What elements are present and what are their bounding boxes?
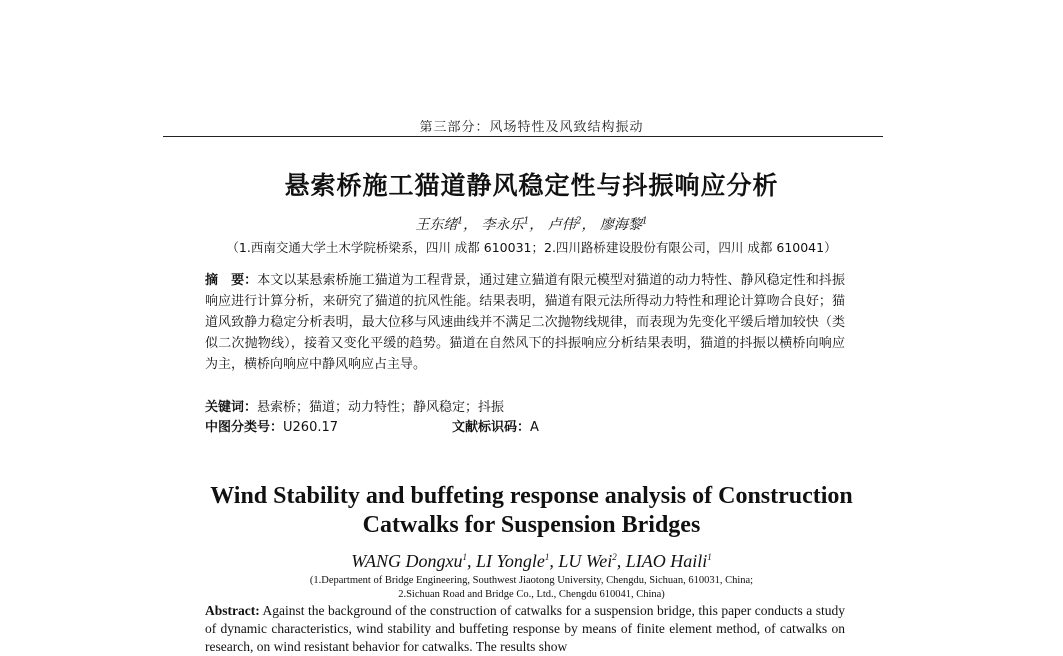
en-authors (0, 551, 1063, 572)
cn-affiliation: （1.西南交通大学土木学院桥梁系，四川 成都 610031；2.四川路桥建设股份有限公司，四川 成都 610041） (226, 240, 837, 255)
en-abstract-label: Abstract: (205, 603, 260, 618)
en-affiliation-line: 2.Sichuan Road and Bridge Co., Ltd., Chengdu 610041, China) (398, 589, 665, 600)
en-author-sup: 2 (612, 552, 617, 562)
cn-author-sup: 1 (641, 216, 648, 227)
cn-author-name: 李永乐 (481, 217, 524, 233)
en-author-sup: 1 (462, 552, 467, 562)
en-abstract (205, 602, 845, 656)
en-author-sep: , (467, 551, 476, 571)
cn-author-sup: 2 (575, 216, 582, 227)
cn-author-name: 卢伟 (547, 217, 576, 233)
cn-doc-code (452, 416, 539, 435)
en-author-sep: , (549, 551, 559, 571)
cn-doc-code-label: 文献标识码： (452, 420, 531, 435)
cn-author-sup: 1 (457, 216, 464, 227)
cn-abstract-text: 本文以某悬索桥施工猫道为工程背景，通过建立猫道有限元模型对猫道的动力特性、静风稳定性和抖振响应进行计算分析，来研究了猫道的抗风性能。结果表明，猫道有限元法所得动力特性和理论计算吻合良好；猫道风致静力稳定分析表明，最大位移与风速曲线并不满足二次抛物线规律，而表现为先变化平缓后增加较快（类似二次抛物线），接着又变化平缓的趋势。猫道在自然风下的抖振响应分析结果表明，猫道的抖振以横桥向响应为主，横桥向响应中静风响应占主导。 (205, 273, 845, 372)
cn-keywords-text: 悬索桥；猫道；动力特性；静风稳定；抖振 (257, 400, 505, 415)
cn-abstract (205, 270, 845, 375)
en-title (0, 482, 1063, 540)
cn-keywords (205, 396, 504, 415)
en-author-name: LU Wei (558, 551, 613, 571)
cn-clc (205, 416, 338, 435)
cn-author-sep: ， (581, 217, 596, 233)
en-abstract-text: Against the background of the construction of catwalks for a suspension bridge, this paper conducts a study of dynamic characteristics, wind stability and buffeting response by means of finite element method, of catwalks on research, on wind resistant behavior for catwalks. The results show (205, 603, 845, 654)
cn-doc-code-value: A (530, 420, 539, 435)
cn-title: 悬索桥施工猫道静风稳定性与抖振响应分析 (284, 171, 779, 200)
cn-clc-value: U260.17 (283, 420, 339, 435)
header-rule (163, 136, 883, 137)
cn-author-sup: 1 (523, 216, 530, 227)
en-author-sup: 1 (707, 552, 712, 562)
en-author-name: LIAO Haili (625, 551, 708, 571)
cn-author-sep: ， (529, 217, 544, 233)
section-header: 第三部分：风场特性及风致结构振动 (419, 120, 644, 135)
cn-author-name: 廖海黎 (599, 217, 642, 233)
en-author-sup: 1 (544, 552, 550, 562)
cn-authors (0, 214, 1063, 234)
cn-keywords-label: 关键词： (205, 400, 258, 415)
en-title-line: Wind Stability and buffeting response analysis of Construction (210, 483, 853, 509)
en-affiliation-line: (1.Department of Bridge Engineering, Southwest Jiaotong University, Chengdu, Sichuan, 610031, China; (309, 575, 754, 586)
cn-author-sep: ， (463, 217, 478, 233)
en-author-sep: , (616, 551, 626, 571)
cn-abstract-label: 摘 要： (205, 273, 258, 288)
en-author-name: WANG Dongxu (351, 551, 463, 571)
cn-author-name: 王东绪 (415, 217, 458, 233)
en-affiliation (0, 574, 1063, 602)
cn-clc-label: 中图分类号： (205, 420, 284, 435)
en-title-line: Catwalks for Suspension Bridges (362, 512, 701, 538)
en-author-name: LI Yongle (476, 551, 545, 571)
